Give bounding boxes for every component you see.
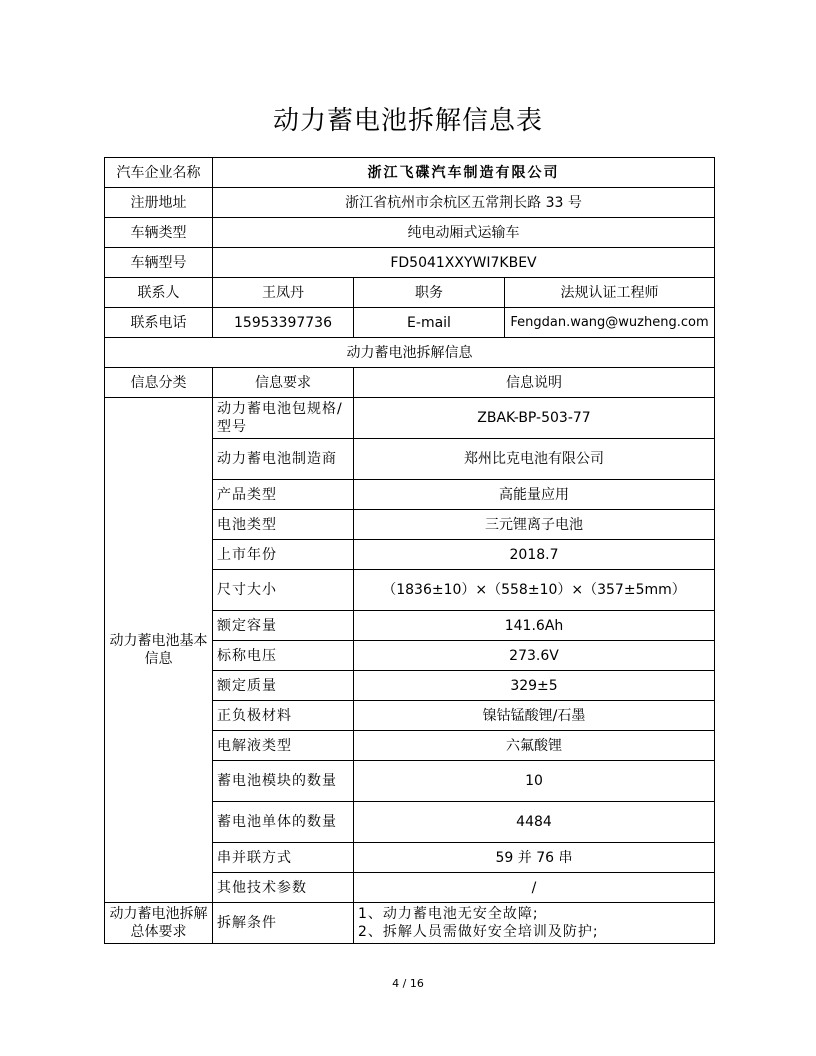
vehicle-type-value: 纯电动厢式运输车 (213, 218, 715, 248)
section-title: 动力蓄电池拆解信息 (105, 338, 715, 368)
basic-info-requirement: 动力蓄电池制造商 (213, 439, 354, 480)
page-title: 动力蓄电池拆解信息表 (272, 106, 543, 136)
basic-info-value: 141.6Ah (354, 611, 715, 641)
table-row (105, 158, 715, 188)
vehicle-type-label: 车辆类型 (105, 218, 213, 248)
basic-info-value: 4484 (354, 802, 715, 843)
company-name-value: 浙江飞碟汽车制造有限公司 (213, 158, 715, 188)
table-row (105, 338, 715, 368)
phone-label: 联系电话 (105, 308, 213, 338)
basic-info-value: 329±5 (354, 671, 715, 701)
table-row (105, 188, 715, 218)
basic-info-value: 六氟酸锂 (354, 731, 715, 761)
basic-info-value: 高能量应用 (354, 480, 715, 510)
basic-info-value: 2018.7 (354, 540, 715, 570)
basic-info-value: 10 (354, 761, 715, 802)
basic-info-value: 镍钴锰酸锂/石墨 (354, 701, 715, 731)
column-header-category: 信息分类 (105, 368, 213, 398)
basic-info-value: ZBAK-BP-503-77 (354, 398, 715, 439)
basic-info-value: 郑州比克电池有限公司 (354, 439, 715, 480)
basic-info-requirement: 蓄电池单体的数量 (213, 802, 354, 843)
table-row (105, 368, 715, 398)
basic-info-value: 59 并 76 串 (354, 843, 715, 873)
address-label: 注册地址 (105, 188, 213, 218)
vehicle-model-label: 车辆型号 (105, 248, 213, 278)
dismantle-requirement: 拆解条件 (213, 903, 354, 944)
basic-info-value: 273.6V (354, 641, 715, 671)
dismantle-line: 2、拆解人员需做好安全培训及防护; (358, 924, 599, 940)
company-name-label: 汽车企业名称 (105, 158, 213, 188)
basic-info-requirement: 蓄电池模块的数量 (213, 761, 354, 802)
contact-value: 王凤丹 (213, 278, 354, 308)
vehicle-model-value: FD5041XXYWI7KBEV (213, 248, 715, 278)
column-header-description: 信息说明 (354, 368, 715, 398)
basic-info-requirement: 额定容量 (213, 611, 354, 641)
contact-label: 联系人 (105, 278, 213, 308)
basic-info-value: （1836±10）×（558±10）×（357±5mm） (354, 570, 715, 611)
basic-info-requirement: 其他技术参数 (213, 873, 354, 903)
phone-value: 15953397736 (213, 308, 354, 338)
basic-info-requirement: 动力蓄电池包规格/型号 (213, 398, 354, 439)
basic-info-requirement: 电池类型 (213, 510, 354, 540)
basic-info-value: 三元锂离子电池 (354, 510, 715, 540)
email-value: Fengdan.wang@wuzheng.com (505, 308, 715, 338)
basic-info-requirement: 标称电压 (213, 641, 354, 671)
basic-info-rows (105, 398, 715, 903)
table-row (105, 903, 715, 944)
page-number: 4 / 16 (392, 977, 424, 990)
basic-info-requirement: 正负极材料 (213, 701, 354, 731)
table-row (105, 398, 715, 439)
basic-info-requirement: 尺寸大小 (213, 570, 354, 611)
table-row (105, 248, 715, 278)
dismantle-description (354, 903, 715, 944)
position-label: 职务 (354, 278, 505, 308)
address-value: 浙江省杭州市余杭区五常荆长路 33 号 (213, 188, 715, 218)
dismantle-category: 动力蓄电池拆解总体要求 (105, 903, 213, 944)
basic-info-requirement: 串并联方式 (213, 843, 354, 873)
table-row (105, 218, 715, 248)
position-value: 法规认证工程师 (505, 278, 715, 308)
battery-info-table (104, 157, 715, 944)
basic-info-requirement: 上市年份 (213, 540, 354, 570)
column-header-requirement: 信息要求 (213, 368, 354, 398)
basic-info-value: / (354, 873, 715, 903)
email-label: E-mail (354, 308, 505, 338)
dismantle-line: 1、动力蓄电池无安全故障; (358, 906, 539, 922)
basic-info-category: 动力蓄电池基本信息 (105, 398, 213, 903)
table-row (105, 308, 715, 338)
basic-info-requirement: 电解液类型 (213, 731, 354, 761)
basic-info-requirement: 产品类型 (213, 480, 354, 510)
table-row (105, 278, 715, 308)
basic-info-requirement: 额定质量 (213, 671, 354, 701)
